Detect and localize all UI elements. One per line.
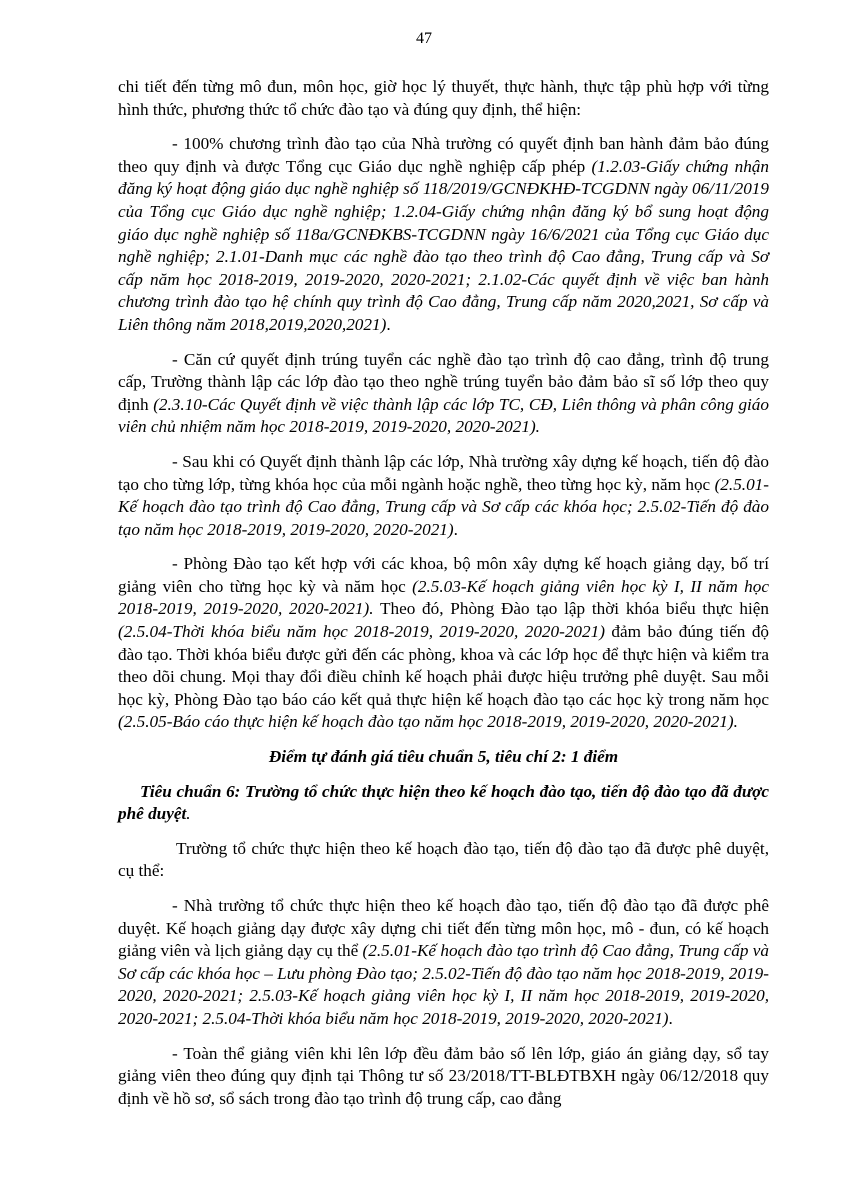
- paragraph-end: .: [668, 1008, 673, 1028]
- paragraph-text: Theo đó, Phòng Đào tạo lập thời khóa biểu thực hiện: [373, 599, 769, 619]
- paragraph-class-establishment: [118, 349, 769, 439]
- paragraph-intro: [118, 76, 769, 121]
- paragraph-program-approval: [118, 133, 769, 336]
- standard-6-heading: [118, 781, 769, 826]
- evidence-reference: (2.5.01-Kế hoạch đào tạo trình độ Cao đẳng, Trung cấp và Sơ cấp các khóa học; 2.5.02-Tiến độ đào tạo năm học 2018-2019, 2019-2020, 2020-2021): [118, 474, 769, 539]
- paragraph-end: .: [453, 519, 458, 539]
- paragraph-text: - Toàn thể giảng viên khi lên lớp đều đảm bảo số lên lớp, giáo án giảng dạy, sổ tay giảng viên theo đúng quy định tại Thông tư số 23/2018/TT-BLĐTBXH ngày 06/12/2018 quy định về hồ sơ, sổ sách trong đào tạo trình độ trung cấp, cao đẳng: [118, 1043, 769, 1108]
- paragraph-lecturer-records: [118, 1043, 769, 1111]
- evidence-reference: (2.5.04-Thời khóa biểu năm học 2018-2019, 2019-2020, 2020-2021): [118, 622, 605, 642]
- paragraph-teaching-plan: [118, 553, 769, 734]
- paragraph-text: chi tiết đến từng mô đun, môn học, giờ học lý thuyết, thực hành, thực tập phù hợp với từng hình thức, phương thức tổ chức đào tạo và đúng quy định, thể hiện:: [118, 77, 769, 119]
- paragraph-text: - Nhà trường tổ chức thực hiện theo kế hoạch đào tạo, tiến độ đào tạo đã được phê duyệt. Kế hoạch giảng dạy được xây dựng chi tiết đến từng môn học, mô - đun, có kế hoạch giảng viên và lịch giảng dạy cụ thể: [118, 896, 769, 961]
- paragraph-text: Trường tổ chức thực hiện theo kế hoạch đào tạo, tiến độ đào tạo đã được phê duyệt, cụ thể:: [118, 838, 769, 881]
- evidence-reference: (2.5.03-Kế hoạch giảng viên học kỳ I, II năm học 2018-2019, 2019-2020, 2020-2021).: [118, 576, 769, 619]
- paragraph-plan-implementation: [118, 895, 769, 1031]
- heading-end: .: [186, 804, 191, 824]
- paragraph-standard-6-summary: [118, 838, 769, 883]
- evidence-reference: (1.2.03-Giấy chứng nhận đăng ký hoạt động giáo dục nghề nghiệp số 118/2019/GCNĐKHĐ-TCGDNN ngày 06/11/2019 của Tổng cục Giáo dục nghề nghiệp; 1.2.04-Giấy chứng nhận đăng ký bổ sung hoạt động giáo dục nghề nghiệp số 118a/GCNĐKBS-TCGDNN ngày 16/6/2021 của Tổng cục Giáo dục nghề nghiệp; 2.1.01-Danh mục các nghề đào tạo theo trình độ Cao đẳng, Trung cấp và Sơ cấp năm học 2018-2019, 2019-2020, 2020-2021; 2.1.02-Các quyết định về việc ban hành chương trình đào tạo hệ chính quy trình độ Cao đẳng, Trung cấp năm 2020,2021, Sơ cấp và Liên thông năm 2018,2019,2020,2021): [118, 156, 769, 334]
- document-body: [118, 76, 769, 1110]
- heading-text: Tiêu chuẩn 6: Trường tổ chức thực hiện theo kế hoạch đào tạo, tiến độ đào tạo đã được phê duyệt: [118, 781, 769, 824]
- self-assessment-score: Điểm tự đánh giá tiêu chuẩn 5, tiêu chí 2: 1 điểm: [268, 747, 619, 767]
- evidence-reference: (2.3.10-Các Quyết định về việc thành lập các lớp TC, CĐ, Liên thông và phân công giáo viên chủ nhiệm năm học 2018-2019, 2019-2020, 2020-2021).: [118, 394, 769, 437]
- paragraph-text: - Căn cứ quyết định trúng tuyển các nghề đào tạo trình độ cao đẳng, trình độ trung cấp, Trường thành lập các lớp đào tạo theo nghề trúng tuyển bảo đảm bảo sĩ số lớp theo quy định: [118, 349, 769, 414]
- paragraph-end: .: [386, 314, 391, 334]
- paragraph-text: - Phòng Đào tạo kết hợp với các khoa, bộ môn xây dựng kế hoạch giảng dạy, bố trí giảng viên cho từng học kỳ và năm học: [118, 554, 769, 596]
- evidence-reference: (2.5.05-Báo cáo thực hiện kế hoạch đào tạo năm học 2018-2019, 2019-2020, 2020-2021).: [118, 712, 738, 732]
- paragraph-text: đảm bảo đúng tiến độ đào tạo. Thời khóa biểu được gửi đến các phòng, khoa và các lớp học để thực hiện và kiểm tra theo dõi chung. Mọi thay đổi điều chỉnh kế hoạch phải được hiệu trưởng phê duyệt. Sau mỗi học kỳ, Phòng Đào tạo báo cáo kết quả thực hiện kế hoạch đào tạo các học kỳ trong năm học: [118, 622, 770, 709]
- page-number: 47: [416, 30, 432, 47]
- paragraph-text: - 100% chương trình đào tạo của Nhà trường có quyết định ban hành đảm bảo đúng theo quy định và được Tổng cục Giáo dục nghề nghiệp cấp phép: [118, 134, 769, 176]
- evidence-reference: (2.5.01-Kế hoạch đào tạo trình độ Cao đẳng, Trung cấp và Sơ cấp các khóa học – Lưu phòng Đào tạo; 2.5.02-Tiến độ đào tạo năm học 2018-2019, 2019-2020, 2020-2021; 2.5.03-Kế hoạch giảng viên học kỳ I, II năm học 2018-2019, 2019-2020, 2020-2021; 2.5.04-Thời khóa biểu năm học 2018-2019, 2019-2020, 2020-2021): [118, 941, 770, 1028]
- paragraph-training-plan: [118, 451, 769, 541]
- paragraph-text: - Sau khi có Quyết định thành lập các lớp, Nhà trường xây dựng kế hoạch, tiến độ đào tạo cho từng lớp, từng khóa học của mỗi ngành hoặc nghề, theo từng học kỳ, năm học: [118, 451, 769, 494]
